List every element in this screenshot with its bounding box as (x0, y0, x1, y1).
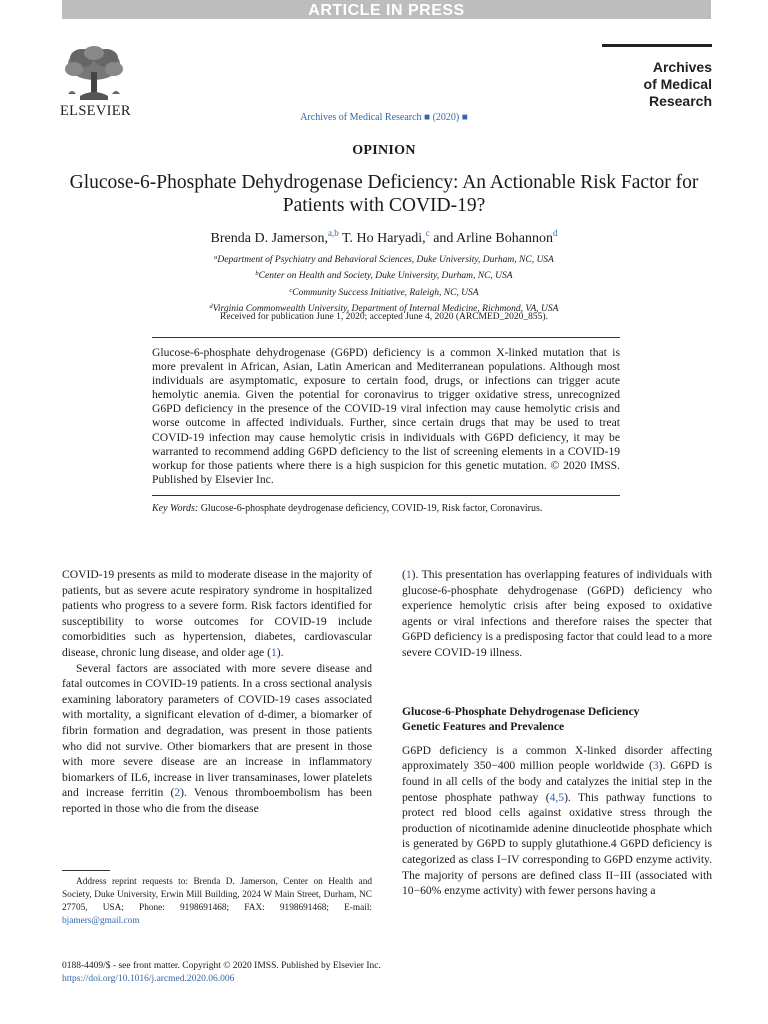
abstract-box (152, 337, 620, 515)
affiliation (0, 267, 768, 283)
author-name: Brenda D. Jamerson, (210, 231, 328, 246)
affiliation-text: Community Success Initiative, Raleigh, NC, USA (292, 287, 479, 298)
body-paragraph (62, 567, 372, 661)
affiliation-marker: a (214, 254, 218, 261)
affiliation-text: Center on Health and Society, Duke University, Durham, NC, USA (258, 271, 513, 282)
paragraph-text: ( (402, 568, 406, 581)
affiliation (0, 251, 768, 267)
body-column-left (62, 567, 372, 817)
footnote-divider (62, 870, 110, 871)
body-paragraph (402, 567, 712, 661)
paragraph-text: ). (276, 645, 284, 659)
doi-link[interactable]: https://doi.org/10.1016/j.arcmed.2020.06.006 (62, 974, 235, 984)
citation-link[interactable]: 2 (174, 786, 181, 800)
paragraph-text: ). G6PD is found in all cells of the body and catalyzes the initial step in the pentose phosphate pathway ( (402, 759, 713, 804)
paragraph-text: ). This pathway functions to protect red blood cells against oxidative stress through the production of nicotinamide adenine dinucleotide phosphate which is generated by G6PD to supply glutathione.4 G6PD deficiency is categorized as class I−IV corresponding to G6PD enzyme activity. The majority of persons are defined class II−III (associated with 10−60% enzyme activity) with fewer persons having a (402, 790, 712, 898)
affiliation-marker: d (209, 303, 213, 311)
citation-link[interactable]: 4,5 (549, 790, 565, 804)
affiliation-marker: c (289, 286, 293, 294)
footnote-text: Address reprint requests to: Brenda D. Jamerson, Center on Health and Society, Duke University, Erwin Mill Building, 2024 W Main Street, Durham, NC 27705, USA; Phone: 9198691468; FAX: 9198691468; E-mail: (62, 877, 372, 913)
journal-masthead (602, 44, 712, 110)
affiliation-text: Virginia Commonwealth University, Department of Internal Medicine, Richmond, VA, USA (212, 304, 559, 315)
section-heading: Glucose-6-Phosphate Dehydrogenase Deficiency (402, 704, 640, 718)
subsection-heading: Genetic Features and Prevalence (402, 720, 565, 734)
citation-link[interactable]: 3 (652, 759, 659, 773)
publisher-name: ELSEVIER (60, 103, 131, 119)
body-paragraph (62, 661, 372, 817)
paragraph-text: G6PD deficiency is a common X-linked disorder affecting approximately 350−400 million people worldwide ( (402, 743, 712, 773)
author-affiliation-marker[interactable]: a,b (327, 228, 339, 238)
paragraph-text: ). This presentation has overlapping features of individuals with glucose-6-phosphate dehydrogenase (G6PD) deficiency who experience hemolytic crisis after being exposed to oxidative agents or viral infections and therefore raises the specter that G6PD deficiency is a predisposing factor that could lead to a more severe COVID-19 illness. (402, 568, 712, 659)
citation-link[interactable]: 1 (270, 645, 277, 659)
email-link[interactable]: bjamers@gmail.com (62, 915, 140, 926)
page-footer (62, 960, 662, 986)
keywords (152, 495, 620, 515)
author-name: and Arline Bohannon (433, 231, 553, 246)
elsevier-tree-icon (60, 44, 128, 102)
affiliation (0, 284, 768, 300)
author-affiliation-marker[interactable]: d (552, 228, 558, 238)
article-in-press-banner: ARTICLE IN PRESS (62, 0, 711, 19)
abstract-text: Glucose-6-phosphate dehydrogenase (G6PD) deficiency is a common X-linked mutation that is more prevalent in African, Asian, Latin American and Mediterranean populations. Although most individuals are asymptomatic, exposure to certain food, drugs, or infections can trigger acute hemolytic anemia. Given the potential for coronavirus to trigger oxidative stress, unrecognized G6PD deficiency in the presence of the COVID-19 viral infection may cause hemolytic crisis and worse outcome in affected individuals. Further, since certain drugs that may be used to treat COVID-19 infection may cause hemolytic crisis in individuals with G6PD deficiency, it may be warranted to recommend adding G6PD deficiency to the list of screening elements in a COVID-19 workup for those patients where there is a high suspicion for this genetic mutation. © 2020 IMSS. Published by Elsevier Inc. (152, 346, 620, 486)
affiliation-text: Department of Psychiatry and Behavioral Sciences, Duke University, Durham, NC, USA (217, 255, 554, 265)
section-label: OPINION (352, 143, 416, 158)
publisher-logo (60, 44, 130, 120)
body-column-right (402, 567, 712, 899)
citation-link[interactable]: 1 (405, 568, 412, 581)
journal-title: Archives of Medical Research (643, 59, 712, 109)
paragraph-text: ). Venous thromboembolism has been reported in those who die from the disease (62, 786, 372, 815)
affiliation-marker: b (255, 270, 259, 278)
correspondence-footnote (62, 876, 372, 928)
received-dates: Received for publication June 1, 2020; accepted June 4, 2020 (ARCMED_2020_855). (220, 312, 548, 322)
article-title: Glucose-6-Phosphate Dehydrogenase Deficiency: An Actionable Risk Factor for Patients with COVID-19? (69, 172, 699, 216)
keywords-text: Glucose-6-phosphate deydrogenase deficiency, COVID-19, Risk factor, Coronavirus. (200, 502, 543, 514)
author-name: T. Ho Haryadi, (341, 231, 426, 246)
author-list (0, 228, 768, 247)
paragraph-text: COVID-19 presents as mild to moderate disease in the majority of patients, but as severe acute respiratory syndrome in hospitalized patients who progress to a severe form. Risk factors identified for susceptibility to worse outcomes for COVID-19 include comorbidities such as hypertension, diabetes, cardiovascular disease, chronic lung disease, and older age ( (62, 568, 372, 659)
author-affiliation-marker[interactable]: c (425, 228, 430, 238)
paragraph-text: Several factors are associated with more severe disease and fatal outcomes in COVID-19 patients. In a cross sectional analysis examining laboratory parameters of COVID-19 cases associated with mortality, a significant elevation of d-dimer, a biomarker of fibrin formation and degradation, was present in those patients who did not survive. Other biomarkers that are present in those with more severe disease are an increase in inflammatory biomarkers of IL6, increase in liver transaminases, lower platelets and increase ferritin ( (62, 661, 372, 800)
copyright-line: 0188-4409/$ - see front matter. Copyright © 2020 IMSS. Published by Elsevier Inc. (62, 961, 381, 971)
affiliations (0, 251, 768, 317)
body-paragraph (402, 743, 712, 899)
keywords-label: Key Words: (152, 502, 199, 514)
journal-reference[interactable]: Archives of Medical Research ■ (2020) ■ (300, 112, 468, 123)
